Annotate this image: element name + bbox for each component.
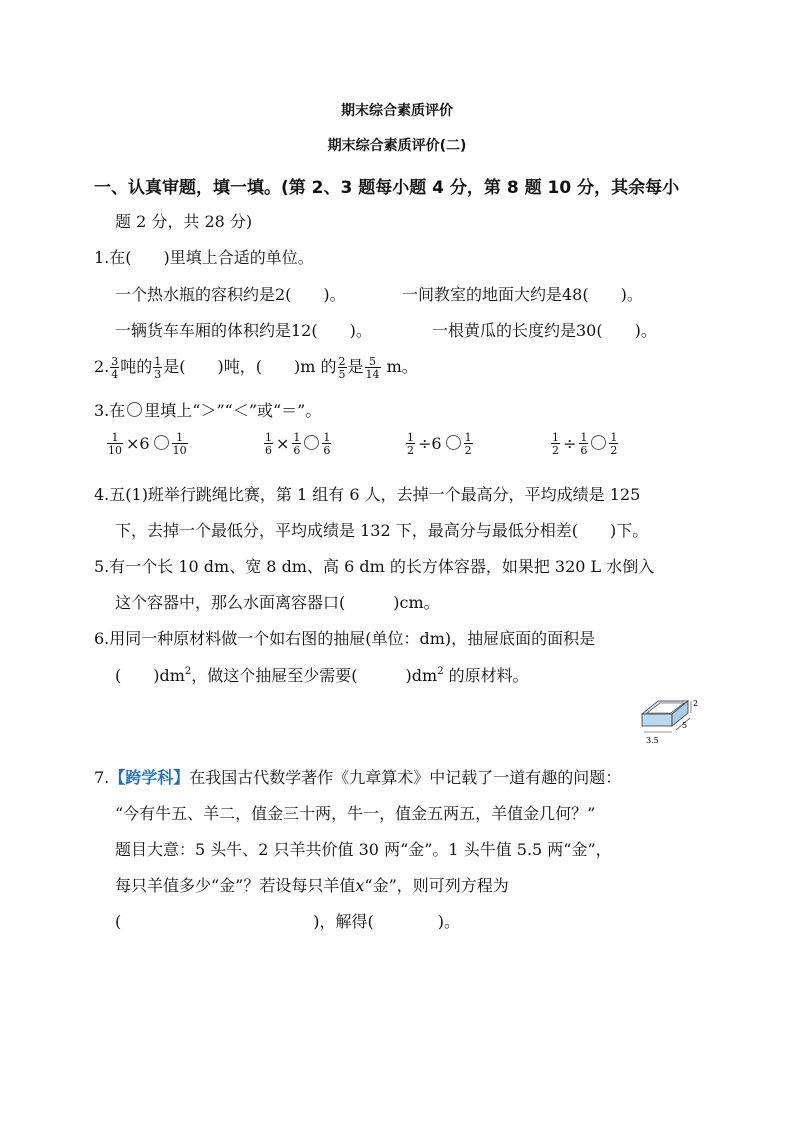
fraction: $\frac{1}{2}$ (552, 431, 559, 457)
question-3-stem-pre: 3.在 (94, 401, 126, 420)
section-heading-line1: 一、认真审题，填一填。(第 2、3 题每小题 4 分，第 8 题 10 分，其余每小 (94, 178, 680, 198)
question-1-item-c: 一辆货车车厢的体积约是12( )。 (115, 321, 372, 340)
circle-icon (127, 402, 142, 417)
superscript: 2 (184, 666, 192, 677)
question-7-line4-b: “金”，则可列方程为 (364, 876, 509, 895)
question-6-line1: 6.用同一种原材料做一个如右图的抽屉(单位：dm)，抽屉底面的面积是 (94, 629, 596, 648)
section-heading-line2: 题 2 分，共 28 分) (115, 212, 253, 231)
question-7-line1 (94, 765, 621, 788)
question-7-line1-text: 在我国古代数学著作《九章算术》中记载了一道有趣的问题： (189, 768, 622, 787)
compare-circle[interactable] (446, 435, 461, 450)
fraction: $\frac{5}{14}$ (365, 354, 380, 381)
question-3-stem-post: 里填上“＞”“＜”或“＝”。 (144, 401, 322, 420)
compare-circle[interactable] (304, 435, 319, 450)
fraction: $\frac{1}{2}$ (407, 431, 414, 457)
fraction: $\frac{1}{6}$ (323, 431, 331, 457)
question-7-line5: ( )，解得( )。 (115, 912, 460, 931)
question-1-item-a: 一个热水瓶的容积约是2( )。 (115, 285, 346, 304)
question-3-stem (94, 398, 321, 421)
fraction: $\frac{1}{2}$ (610, 431, 618, 457)
operator: ×6 (126, 433, 150, 453)
fraction: $\frac{1}{10}$ (172, 431, 187, 457)
fraction: $\frac{1}{6}$ (580, 431, 588, 457)
question-7-line4 (115, 873, 509, 896)
question-1-item-b: 一间教室的地面大约是48( )。 (402, 285, 643, 304)
question-1-stem: 1.在( )里填上合适的单位。 (94, 248, 314, 267)
question-5-line2: 这个容器中，那么水面离容器口( )cm。 (115, 593, 440, 612)
question-2-text1: 吨的 (120, 357, 153, 376)
question-6-line2-b: ，做这个抽屉至少需要( )dm (191, 666, 438, 685)
question-3-item-1 (106, 432, 189, 456)
operator: ÷ (563, 433, 577, 453)
question-4-line2: 下，去掉一个最低分，平均成绩是 132 下，最高分与最低分相差( )下。 (115, 521, 649, 540)
question-3-item-2 (263, 432, 332, 456)
question-3-item-3 (405, 432, 474, 456)
fraction: $\frac{1}{3}$ (154, 354, 162, 381)
question-4-line1: 4.五(1)班举行跳绳比赛，第 1 组有 6 人，去掉一个最高分，平均成绩是 125 (94, 485, 641, 504)
question-2-text3: 是 (347, 357, 364, 376)
question-6-line2-c: 的原材料。 (443, 666, 529, 685)
question-7-line2: “今有牛五、羊二，值金三十两，牛一，值金五两五，羊值金几何？” (115, 804, 596, 823)
question-6-line2 (115, 663, 529, 686)
drawer-length-label: 3.5 (646, 736, 659, 745)
compare-circle[interactable] (591, 435, 606, 450)
page-subtitle: 期末综合素质评价(二) (327, 138, 467, 154)
drawer-figure (636, 690, 702, 750)
compare-circle[interactable] (154, 435, 169, 450)
drawer-height-label: 2 (693, 699, 699, 708)
page-main-title: 期末综合素质评价 (341, 103, 453, 119)
cross-subject-tag: 【跨学科】 (109, 768, 190, 787)
superscript: 2 (437, 666, 444, 677)
variable-x: x (355, 876, 365, 895)
question-3-item-4 (550, 432, 619, 456)
question-7-number: 7. (94, 768, 110, 787)
operator: × (276, 433, 290, 453)
operator: ÷6 (418, 433, 442, 453)
fraction: $\frac{1}{2}$ (464, 431, 472, 457)
drawer-width-label: 5 (682, 721, 688, 730)
question-6-line2-a: ( )dm (115, 666, 185, 685)
question-7-line3: 题目大意：5 头牛、2 只羊共价值 30 两“金”。1 头牛值 5.5 两“金”， (115, 840, 612, 859)
fraction: $\frac{1}{10}$ (108, 431, 122, 457)
question-2-text2: 是( )吨，( )m 的 (163, 357, 337, 376)
question-5-line1: 5.有一个长 10 dm、宽 8 dm、高 6 dm 的长方体容器，如果把 320 L 水倒入 (94, 557, 655, 576)
question-2 (94, 354, 418, 380)
fraction: $\frac{1}{6}$ (265, 431, 272, 457)
fraction: $\frac{3}{4}$ (111, 354, 119, 381)
question-1-item-d: 一根黄瓜的长度约是30( )。 (432, 321, 657, 340)
question-7-line4-a: 每只羊值多少“金”？若设每只羊值 (115, 876, 356, 895)
question-2-prefix: 2. (94, 357, 110, 376)
question-2-text4: m。 (381, 357, 418, 376)
fraction: $\frac{1}{6}$ (293, 431, 301, 457)
fraction: $\frac{2}{5}$ (338, 354, 346, 381)
